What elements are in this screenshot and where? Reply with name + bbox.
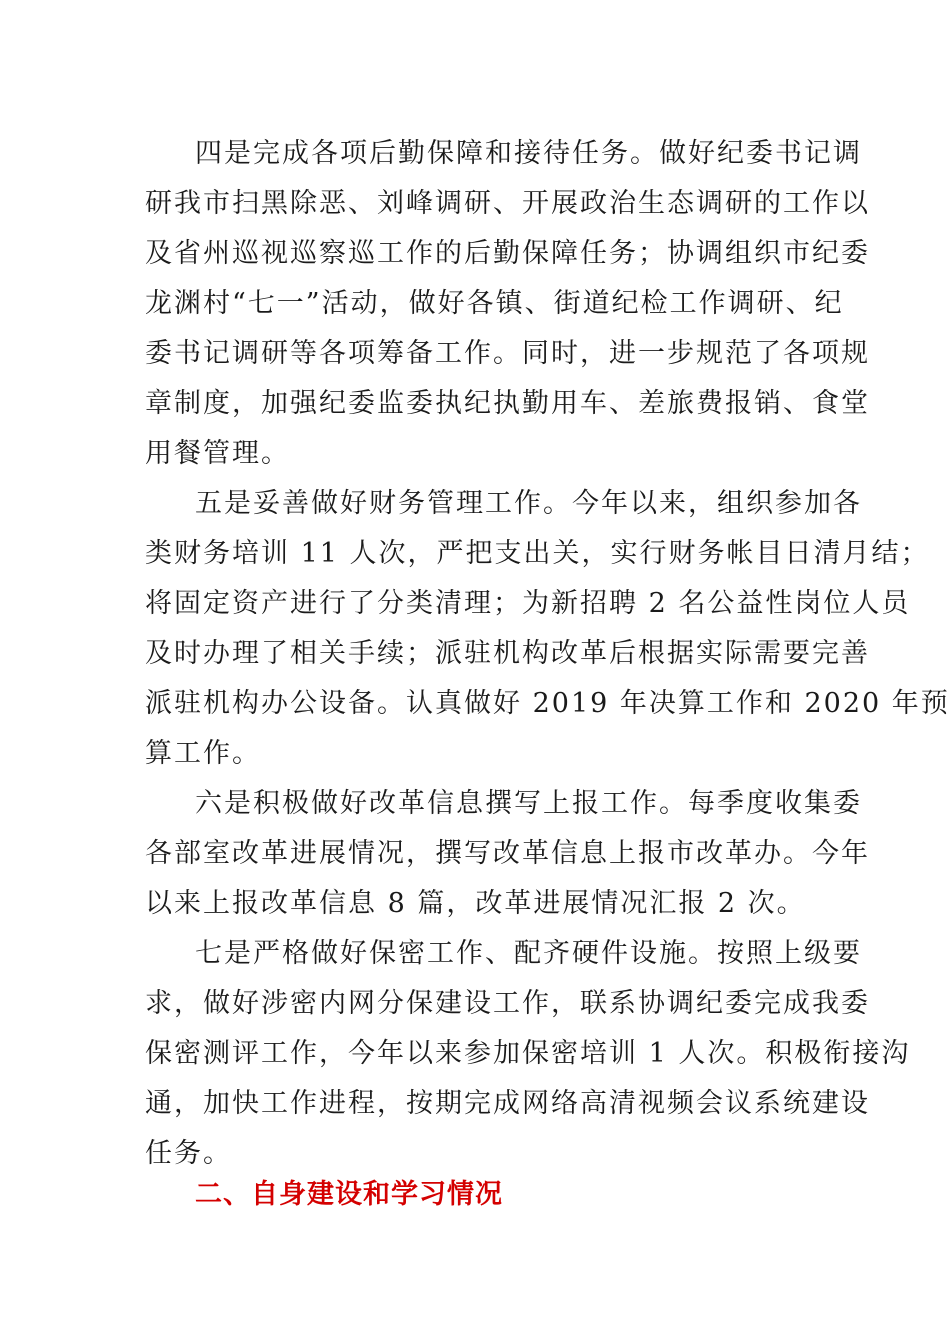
paragraph-4-line-2: 研我市扫黑除恶、刘峰调研、开展政治生态调研的工作以 bbox=[145, 188, 870, 219]
paragraph-7-line-2: 求，做好涉密内网分保建设工作，联系协调纪委完成我委 bbox=[145, 988, 870, 1019]
paragraph-5-line-2: 类财务培训 11 人次，严把支出关，实行财务帐目日清月结； bbox=[145, 538, 930, 569]
paragraph-7-line-5: 任务。 bbox=[145, 1138, 232, 1169]
paragraph-4-line-1: 四是完成各项后勤保障和接待任务。做好纪委书记调 bbox=[195, 138, 862, 169]
paragraph-6-line-2: 各部室改革进展情况，撰写改革信息上报市改革办。今年 bbox=[145, 838, 870, 869]
paragraph-6-line-3: 以来上报改革信息 8 篇，改革进展情况汇报 2 次。 bbox=[145, 888, 806, 919]
paragraph-4-line-6: 章制度，加强纪委监委执纪执勤用车、差旅费报销、食堂 bbox=[145, 388, 870, 419]
section-heading: 二、自身建设和学习情况 bbox=[195, 1179, 503, 1210]
paragraph-4-line-4: 龙渊村“七一”活动，做好各镇、街道纪检工作调研、纪 bbox=[145, 288, 844, 319]
paragraph-6-line-1: 六是积极做好改革信息撰写上报工作。每季度收集委 bbox=[195, 788, 862, 819]
paragraph-5-line-5: 派驻机构办公设备。认真做好 2019 年决算工作和 2020 年预 bbox=[145, 688, 950, 719]
paragraph-5-line-1: 五是妥善做好财务管理工作。今年以来，组织参加各 bbox=[195, 488, 862, 519]
paragraph-5-line-6: 算工作。 bbox=[145, 738, 261, 769]
paragraph-4-line-3: 及省州巡视巡察巡工作的后勤保障任务；协调组织市纪委 bbox=[145, 238, 870, 269]
paragraph-7-line-4: 通，加快工作进程，按期完成网络高清视频会议系统建设 bbox=[145, 1088, 870, 1119]
paragraph-5-line-4: 及时办理了相关手续；派驻机构改革后根据实际需要完善 bbox=[145, 638, 870, 669]
paragraph-5-line-3: 将固定资产进行了分类清理；为新招聘 2 名公益性岗位人员 bbox=[145, 588, 911, 619]
paragraph-7-line-3: 保密测评工作，今年以来参加保密培训 1 人次。积极衔接沟 bbox=[145, 1038, 911, 1069]
paragraph-4-line-7: 用餐管理。 bbox=[145, 438, 290, 469]
paragraph-4-line-5: 委书记调研等各项筹备工作。同时，进一步规范了各项规 bbox=[145, 338, 870, 369]
paragraph-7-line-1: 七是严格做好保密工作、配齐硬件设施。按照上级要 bbox=[195, 938, 862, 969]
